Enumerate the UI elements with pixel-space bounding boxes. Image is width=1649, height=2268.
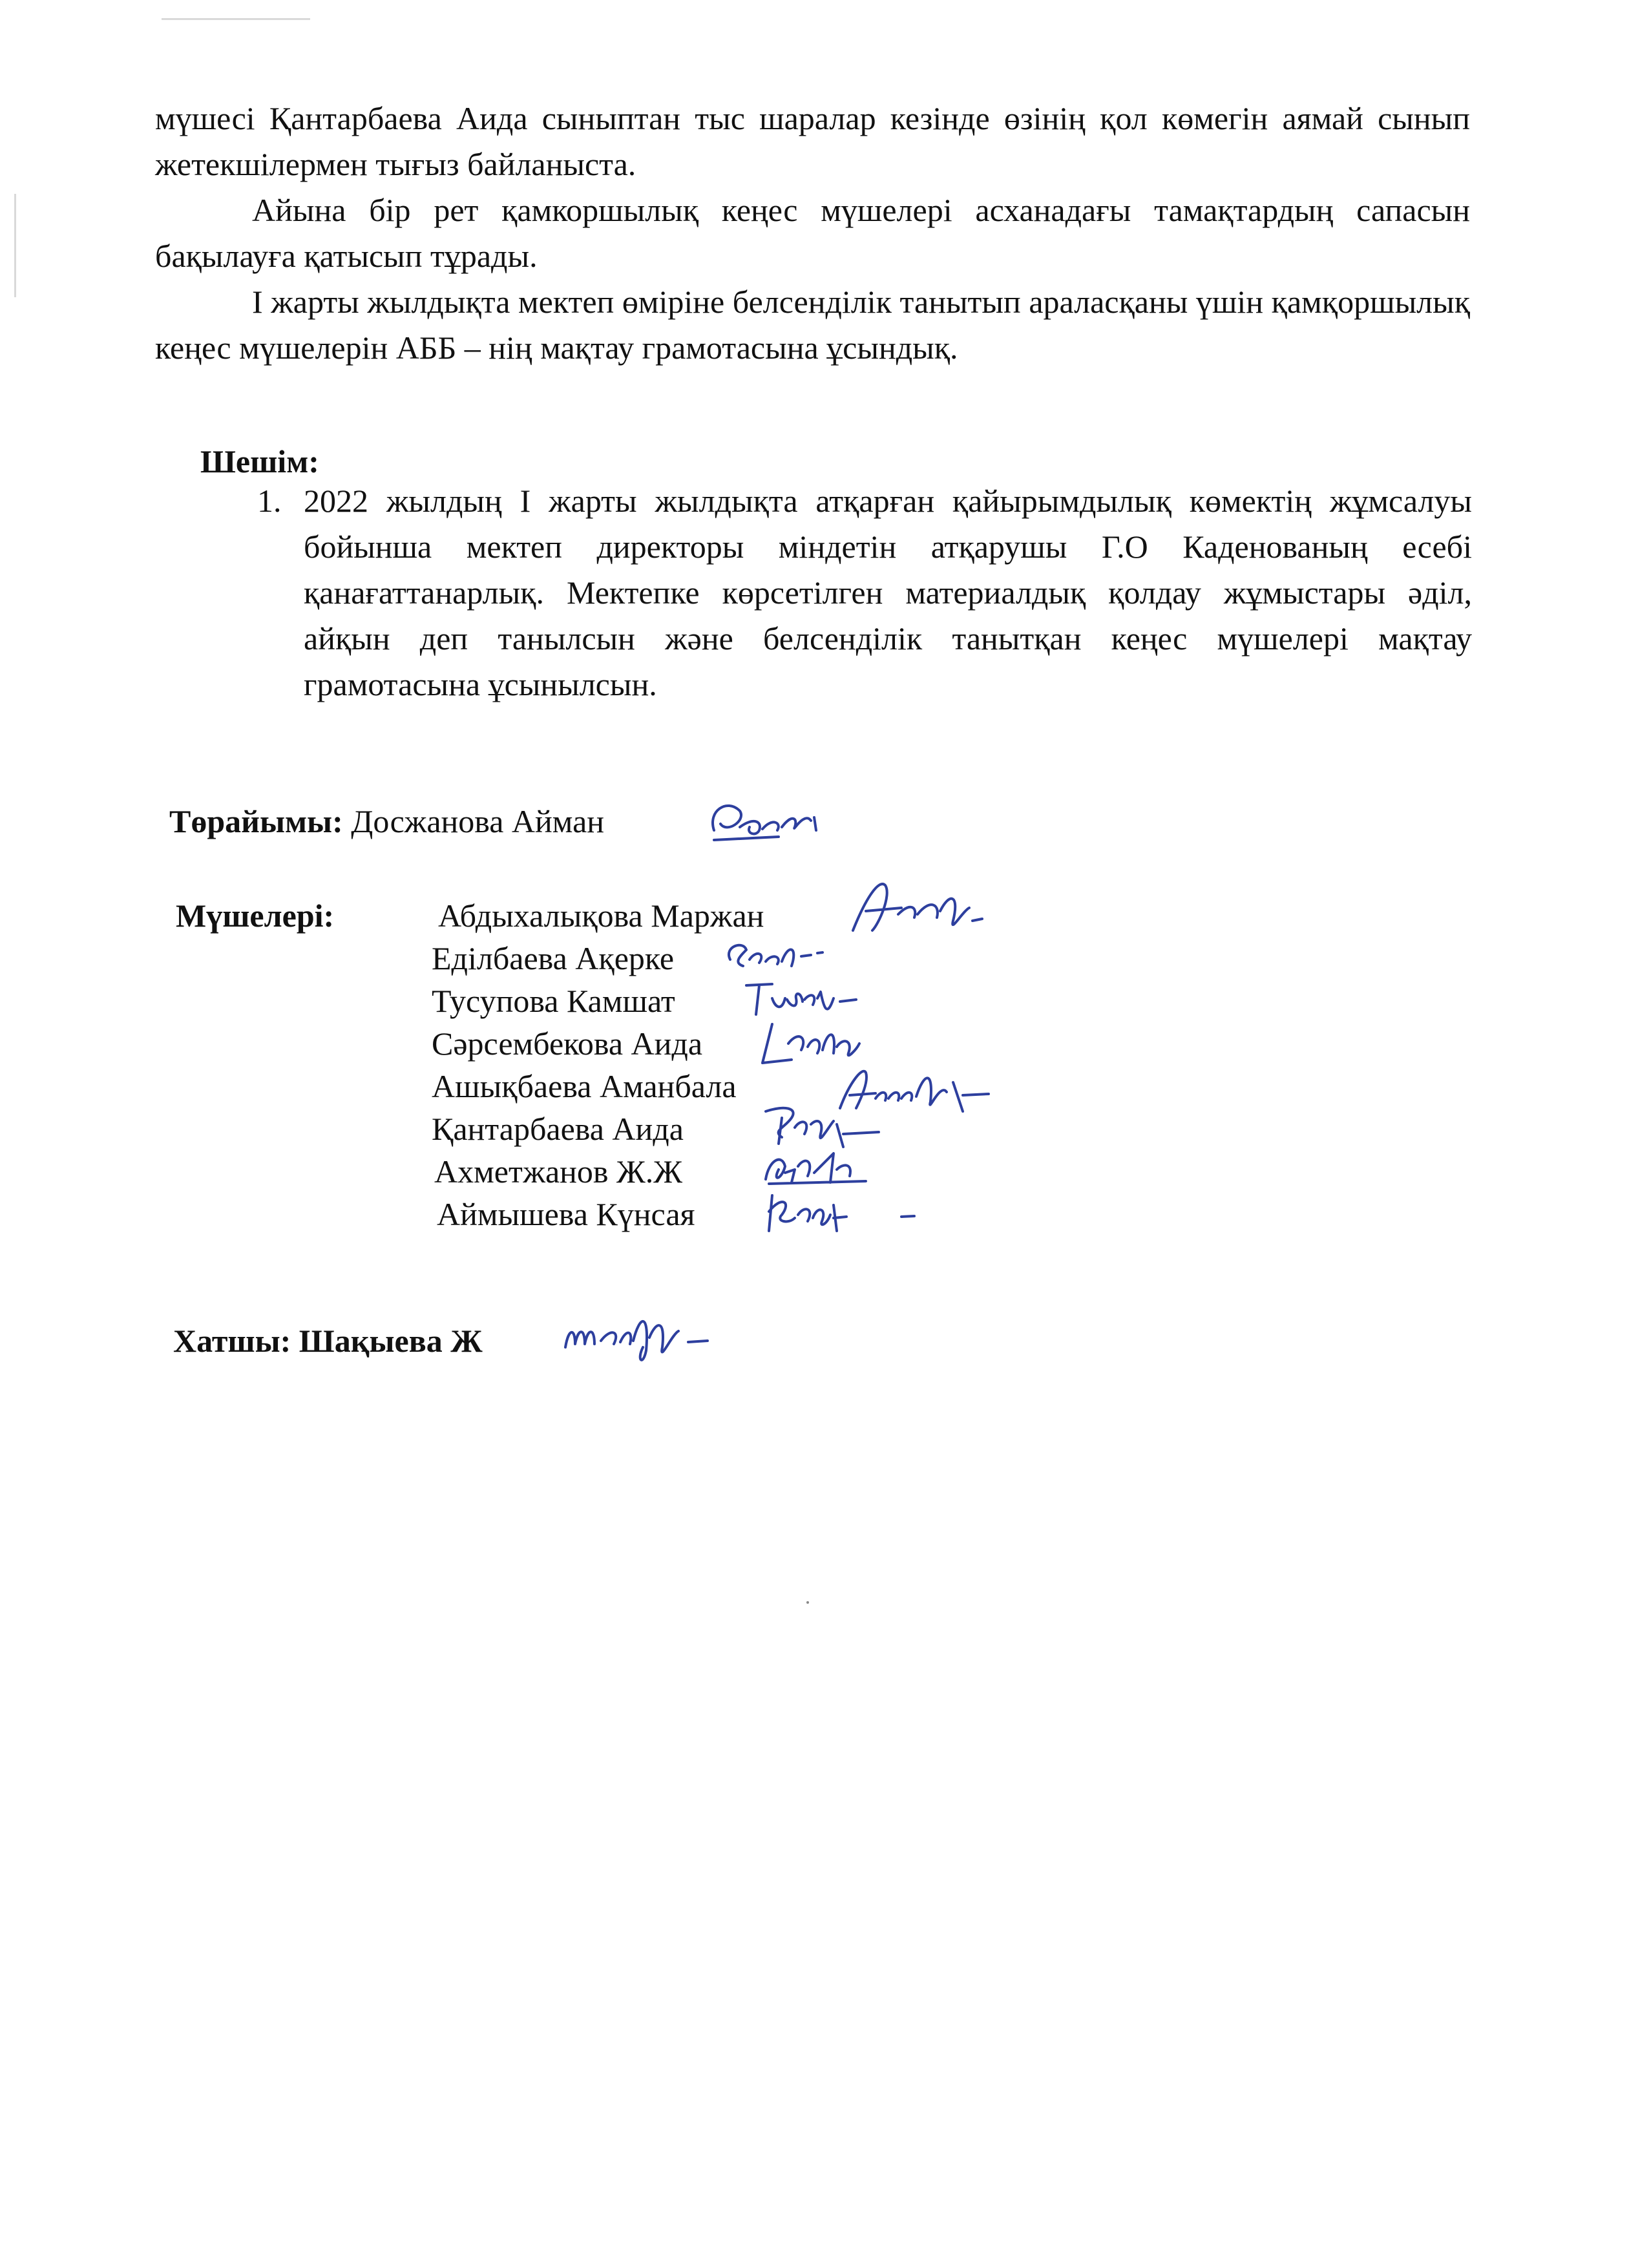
chair-label: Төрайымы: (169, 803, 343, 839)
member-name-5: Ашықбаева Аманбала (432, 1068, 737, 1104)
secretary-label: Хатшы: (173, 1323, 291, 1359)
member-name-3: Тусупова Камшат (432, 983, 675, 1019)
secretary-line (173, 1318, 483, 1364)
scan-edge-top (162, 18, 310, 20)
body-paragraph-2: Айына бір рет қамкоршылық кеңес мүшелері асханадағы тамақтардың сапасын бақылауға қатысып тұрады. (155, 192, 1470, 274)
decision-item-text: 2022 жылдың І жарты жылдықта атқарған қайырымдылық көмектің жұмсалуы бойынша мектеп директоры міндетін атқарушы Г.О Каденованың есебі қанағаттанарлық. Мектепке көрсетілген материалдық қолдау жұмыстары әділ, айқын деп танылсын және белсенділік танытқан кеңес мүшелері мақтау грамотасына ұсынылсын. (304, 483, 1472, 702)
members-label: Мүшелері: (176, 898, 335, 934)
secretary-name: Шақыева Ж (299, 1323, 483, 1359)
chair-name: Досжанова Айман (351, 803, 605, 839)
chair-line (169, 799, 604, 845)
body-paragraph-1: мүшесі Қантарбаева Аида сыныптан тыс шаралар кезінде өзінің қол көмегін аямай сынып жетекшілермен тығыз байланыста. (155, 100, 1470, 182)
decision-item (257, 478, 1472, 708)
member-signature-1 (840, 872, 995, 943)
member-name-7: Ахметжанов Ж.Ж (434, 1153, 683, 1190)
scan-dot (806, 1601, 809, 1604)
body-paragraph-3: І жарты жылдықта мектеп өміріне белсенділік танытып араласқаны үшін қамқоршылық кеңес мүшелерін АББ – нің мақтау грамотасына ұсындық. (155, 284, 1470, 366)
member-signature-2 (720, 930, 830, 976)
member-name-1: Абдыхалықова Маржан (438, 898, 764, 934)
scan-edge-left (14, 194, 16, 297)
decision-item-number: 1. (257, 483, 282, 519)
decision-list (257, 478, 1472, 708)
member-name-6: Қантарбаева Аида (432, 1111, 684, 1147)
member-name-8: Аймышева Күнсая (437, 1196, 695, 1232)
member-signature-8 (756, 1186, 924, 1244)
secretary-signature (552, 1302, 727, 1373)
decision-heading: Шешім: (200, 443, 319, 479)
member-name-4: Сәрсембекова Аида (432, 1025, 703, 1062)
member-name-2: Еділбаева Ақерке (432, 940, 675, 976)
chair-signature (701, 792, 850, 850)
